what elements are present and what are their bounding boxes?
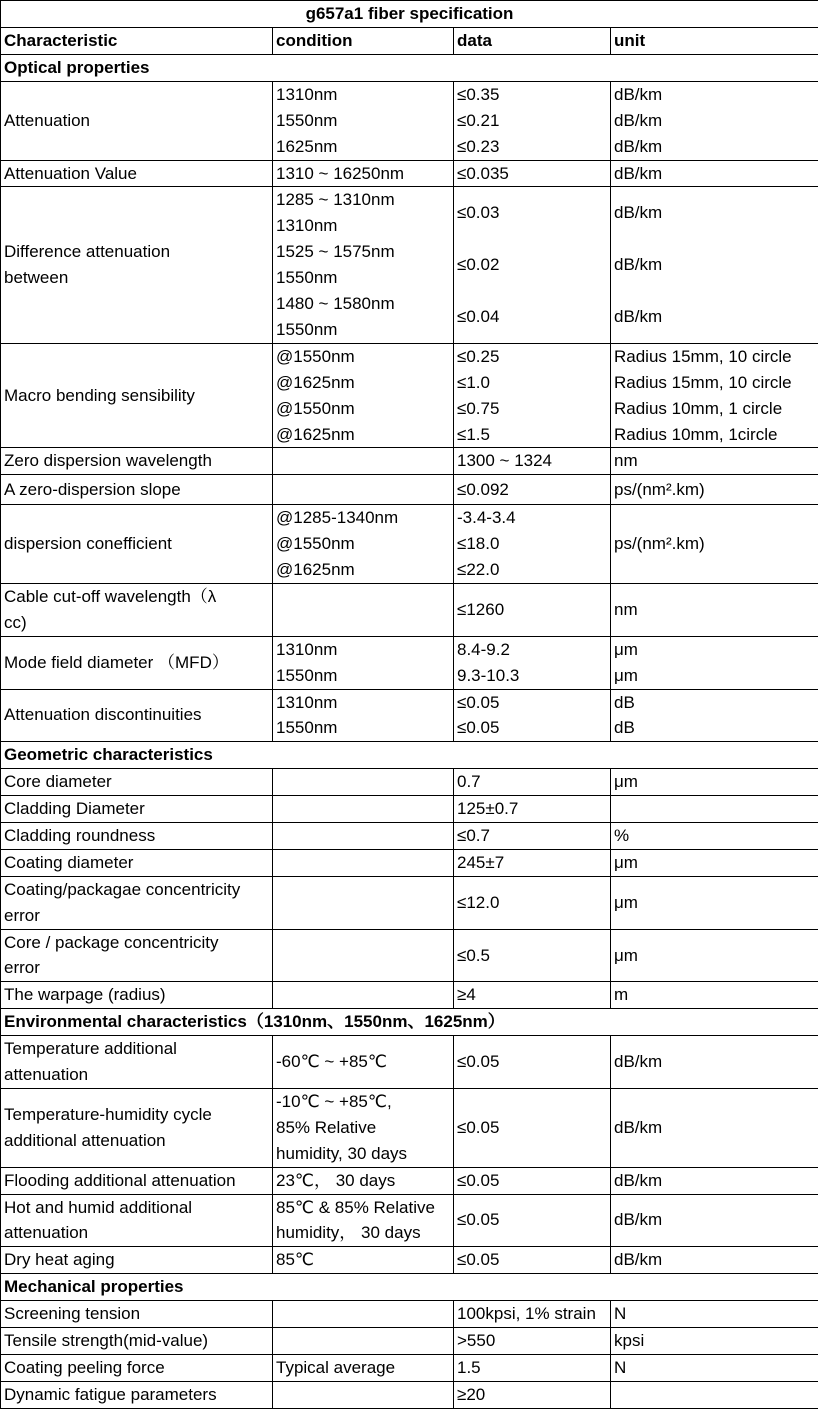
section-title: Optical properties [1,55,818,82]
characteristic-cell-line: cc) [4,610,269,636]
unit-cell-line: dB/km [614,82,815,108]
condition-cell-line: @1550nm [276,531,450,557]
characteristic-cell-line: error [4,903,269,929]
data-cell-line: 0.7 [457,769,607,795]
characteristic-cell [1,929,273,982]
data-cell-line: ≤0.035 [457,161,607,187]
data-cell-line: ≤0.35 [457,82,607,108]
data-cell [454,1167,611,1194]
characteristic-cell-line: Tensile strength(mid-value) [4,1328,269,1354]
characteristic-cell [1,160,273,187]
data-cell [454,583,611,636]
table-row [1,187,818,343]
data-cell-line: ≤0.23 [457,134,607,160]
characteristic-cell-line: Dynamic fatigue parameters [4,1382,269,1408]
unit-cell [611,160,818,187]
characteristic-cell-line: Temperature-humidity cycle [4,1102,269,1128]
data-cell-line: ≤0.7 [457,823,607,849]
data-cell-line: ≤0.04 [457,291,607,343]
data-cell [454,475,611,505]
section-header-row [1,55,818,82]
condition-cell [273,1194,454,1247]
unit-cell [611,849,818,876]
data-cell-line: ≤1.0 [457,370,607,396]
unit-cell [611,81,818,160]
table-row [1,1247,818,1274]
data-cell-line: 1300 ~ 1324 [457,448,607,474]
condition-cell-line: 1310nm [276,637,450,663]
unit-cell [611,505,818,584]
unit-cell-line: dB/km [614,108,815,134]
condition-cell [273,689,454,742]
condition-cell [273,769,454,796]
data-cell-line: ≤18.0 [457,531,607,557]
unit-cell [611,876,818,929]
unit-cell [611,1247,818,1274]
header-characteristic: Characteristic [1,28,273,55]
unit-cell-line: Radius 15mm, 10 circle [614,370,815,396]
unit-cell-line: kpsi [614,1328,815,1354]
unit-cell [611,796,818,823]
unit-cell [611,187,818,343]
data-cell-line: 245±7 [457,850,607,876]
data-cell-line: ≤1.5 [457,422,607,448]
characteristic-cell-line: Mode field diameter （MFD） [4,650,269,676]
characteristic-cell [1,769,273,796]
unit-cell-line: dB/km [614,291,815,343]
data-cell [454,1194,611,1247]
header-row [1,28,818,55]
characteristic-cell-line: Difference attenuation [4,239,269,265]
unit-cell [611,1327,818,1354]
unit-cell-line: dB/km [614,1049,815,1075]
data-cell [454,929,611,982]
condition-cell [273,343,454,448]
characteristic-cell-line: Hot and humid additional [4,1195,269,1221]
characteristic-cell [1,505,273,584]
condition-cell-line: 1480 ~ 1580nm [276,291,450,317]
table-row [1,636,818,689]
characteristic-cell-line: Cable cut-off wavelength（λ [4,584,269,610]
characteristic-cell-line: attenuation [4,1062,269,1088]
data-cell-line: ≤0.05 [457,1115,607,1141]
unit-cell-line: % [614,823,815,849]
characteristic-cell [1,1088,273,1167]
unit-cell [611,1354,818,1381]
characteristic-cell-line: The warpage (radius) [4,982,269,1008]
data-cell [454,636,611,689]
condition-cell-line: 1550nm [276,265,450,291]
header-unit: unit [611,28,818,55]
data-cell-line: ≥4 [457,982,607,1008]
characteristic-cell [1,187,273,343]
data-cell [454,689,611,742]
characteristic-cell [1,583,273,636]
unit-cell [611,1301,818,1328]
unit-cell-line: μm [614,637,815,663]
unit-cell [611,1036,818,1089]
unit-cell-line: dB [614,690,815,716]
table-row [1,1327,818,1354]
data-cell-line: ≤0.25 [457,344,607,370]
section-header-row [1,1274,818,1301]
condition-cell [273,1354,454,1381]
data-cell [454,769,611,796]
characteristic-cell-line: Attenuation discontinuities [4,702,269,728]
unit-cell-line: μm [614,850,815,876]
unit-cell-line: μm [614,943,815,969]
data-cell [454,1036,611,1089]
condition-cell [273,505,454,584]
condition-cell [273,1088,454,1167]
unit-cell-line: dB/km [614,239,815,291]
data-cell [454,187,611,343]
data-cell [454,982,611,1009]
table-row [1,160,818,187]
data-cell-line: ≤0.05 [457,715,607,741]
section-header-row [1,1009,818,1036]
characteristic-cell-line: Coating peeling force [4,1355,269,1381]
unit-cell-line: μm [614,769,815,795]
unit-cell-line: dB/km [614,134,815,160]
data-cell-line: ≤0.02 [457,239,607,291]
section-title: Mechanical properties [1,1274,818,1301]
header-data: data [454,28,611,55]
data-cell-line: 1.5 [457,1355,607,1381]
table-row [1,876,818,929]
condition-cell-line: 23℃， 30 days [276,1168,450,1194]
data-cell [454,505,611,584]
condition-cell [273,1381,454,1408]
unit-cell-line: N [614,1301,815,1327]
condition-cell [273,81,454,160]
condition-cell-line: 1310nm [276,213,450,239]
condition-cell-line: 1550nm [276,715,450,741]
characteristic-cell-line: Attenuation Value [4,161,269,187]
data-cell-line: 9.3-10.3 [457,663,607,689]
characteristic-cell-line: dispersion conefficient [4,531,269,557]
data-cell [454,1301,611,1328]
characteristic-cell-line: Dry heat aging [4,1247,269,1273]
unit-cell-line: Radius 10mm, 1 circle [614,396,815,422]
unit-cell [611,583,818,636]
condition-cell-line: 1285 ~ 1310nm [276,187,450,213]
unit-cell-line: nm [614,597,815,623]
condition-cell [273,876,454,929]
unit-cell [611,982,818,1009]
data-cell [454,1354,611,1381]
characteristic-cell [1,1036,273,1089]
data-cell-line: ≤0.05 [457,1207,607,1233]
condition-cell-line: @1285-1340nm [276,505,450,531]
condition-cell [273,1301,454,1328]
condition-cell-line: 85% Relative [276,1115,450,1141]
characteristic-cell [1,636,273,689]
condition-cell-line: 1550nm [276,108,450,134]
table-row [1,769,818,796]
condition-cell-line: 1310nm [276,690,450,716]
unit-cell-line: N [614,1355,815,1381]
data-cell [454,160,611,187]
characteristic-cell-line: additional attenuation [4,1128,269,1154]
condition-cell [273,583,454,636]
table-title: g657a1 fiber specification [1,1,818,28]
condition-cell [273,448,454,475]
unit-cell [611,689,818,742]
condition-cell-line: @1625nm [276,557,450,583]
data-cell [454,81,611,160]
table-row [1,796,818,823]
data-cell [454,1327,611,1354]
characteristic-cell-line: Coating/packagae concentricity [4,877,269,903]
characteristic-cell-line: error [4,955,269,981]
unit-cell-line: Radius 15mm, 10 circle [614,344,815,370]
characteristic-cell [1,1327,273,1354]
characteristic-cell [1,823,273,850]
data-cell-line: -3.4-3.4 [457,505,607,531]
characteristic-cell [1,81,273,160]
characteristic-cell-line: attenuation [4,1220,269,1246]
data-cell-line: ≤1260 [457,597,607,623]
table-row [1,475,818,505]
unit-cell [611,636,818,689]
characteristic-cell [1,1247,273,1274]
unit-cell [611,475,818,505]
data-cell [454,343,611,448]
unit-cell-line: μm [614,663,815,689]
condition-cell-line: 1310 ~ 16250nm [276,161,450,187]
characteristic-cell [1,343,273,448]
condition-cell-line: humidity， 30 days [276,1220,450,1246]
unit-cell-line: dB/km [614,1115,815,1141]
condition-cell [273,823,454,850]
characteristic-cell [1,689,273,742]
data-cell-line: ≤0.05 [457,690,607,716]
condition-cell [273,849,454,876]
unit-cell-line: nm [614,448,815,474]
characteristic-cell [1,475,273,505]
header-condition: condition [273,28,454,55]
data-cell-line: ≤0.05 [457,1247,607,1273]
unit-cell [611,823,818,850]
table-row [1,1167,818,1194]
data-cell [454,849,611,876]
data-cell-line: ≥20 [457,1382,607,1408]
unit-cell [611,1381,818,1408]
data-cell-line: ≤0.21 [457,108,607,134]
data-cell-line: ≤0.092 [457,477,607,503]
condition-cell-line: @1625nm [276,422,450,448]
characteristic-cell-line: Cladding Diameter [4,796,269,822]
table-row [1,448,818,475]
condition-cell-line: humidity, 30 days [276,1141,450,1167]
data-cell [454,448,611,475]
condition-cell [273,187,454,343]
table-row [1,982,818,1009]
section-title: Environmental characteristics（1310nm、1550nm、1625nm） [1,1009,818,1036]
condition-cell [273,796,454,823]
section-header-row [1,742,818,769]
condition-cell [273,160,454,187]
table-row [1,583,818,636]
characteristic-cell [1,982,273,1009]
unit-cell [611,929,818,982]
condition-cell-line: @1625nm [276,370,450,396]
unit-cell [611,769,818,796]
condition-cell-line: 1550nm [276,663,450,689]
unit-cell-line: dB/km [614,1207,815,1233]
condition-cell-line: @1550nm [276,396,450,422]
table-row [1,1194,818,1247]
condition-cell [273,982,454,1009]
data-cell-line: >550 [457,1328,607,1354]
condition-cell-line: Typical average [276,1355,450,1381]
unit-cell [611,343,818,448]
characteristic-cell-line: Coating diameter [4,850,269,876]
table-row [1,929,818,982]
characteristic-cell-line: Zero dispersion wavelength [4,448,269,474]
table-row [1,1381,818,1408]
characteristic-cell [1,1381,273,1408]
spec-table-body [1,1,818,1409]
data-cell [454,796,611,823]
condition-cell-line: -60℃ ~ +85℃ [276,1049,450,1075]
condition-cell [273,475,454,505]
condition-cell-line: -10℃ ~ +85℃, [276,1089,450,1115]
condition-cell-line: 1625nm [276,134,450,160]
title-row [1,1,818,28]
table-row [1,1301,818,1328]
characteristic-cell-line: between [4,265,269,291]
characteristic-cell [1,1354,273,1381]
table-row [1,505,818,584]
data-cell [454,1381,611,1408]
unit-cell-line: Radius 10mm, 1circle [614,422,815,448]
table-row [1,343,818,448]
unit-cell [611,1088,818,1167]
unit-cell [611,1167,818,1194]
characteristic-cell [1,1167,273,1194]
unit-cell [611,448,818,475]
data-cell-line: ≤0.03 [457,187,607,239]
characteristic-cell-line: Attenuation [4,108,269,134]
condition-cell [273,1167,454,1194]
table-row [1,1354,818,1381]
condition-cell-line: @1550nm [276,344,450,370]
data-cell-line: ≤0.5 [457,943,607,969]
unit-cell-line: dB/km [614,187,815,239]
characteristic-cell-line: Temperature additional [4,1036,269,1062]
data-cell-line: ≤0.05 [457,1168,607,1194]
characteristic-cell-line: Cladding roundness [4,823,269,849]
condition-cell [273,1327,454,1354]
characteristic-cell-line: Screening tension [4,1301,269,1327]
characteristic-cell-line: Macro bending sensibility [4,383,269,409]
data-cell-line: ≤0.05 [457,1049,607,1075]
characteristic-cell-line: A zero-dispersion slope [4,477,269,503]
unit-cell-line: dB/km [614,1247,815,1273]
unit-cell [611,1194,818,1247]
data-cell [454,1088,611,1167]
characteristic-cell [1,1194,273,1247]
condition-cell [273,1036,454,1089]
data-cell-line: ≤22.0 [457,557,607,583]
table-row [1,1088,818,1167]
data-cell [454,1247,611,1274]
characteristic-cell [1,1301,273,1328]
condition-cell [273,636,454,689]
data-cell-line: 8.4-9.2 [457,637,607,663]
unit-cell-line: dB/km [614,161,815,187]
table-row [1,849,818,876]
data-cell [454,876,611,929]
characteristic-cell-line: Flooding additional attenuation [4,1168,269,1194]
table-row [1,823,818,850]
unit-cell-line: dB/km [614,1168,815,1194]
data-cell-line: 125±0.7 [457,796,607,822]
characteristic-cell [1,796,273,823]
condition-cell [273,1247,454,1274]
table-row [1,81,818,160]
characteristic-cell-line: Core / package concentricity [4,930,269,956]
characteristic-cell-line: Core diameter [4,769,269,795]
condition-cell-line: 85℃ [276,1247,450,1273]
data-cell-line: 100kpsi, 1% strain [457,1301,607,1327]
condition-cell-line: 1310nm [276,82,450,108]
condition-cell-line: 85℃ & 85% Relative [276,1195,450,1221]
unit-cell-line: ps/(nm².km) [614,531,815,557]
characteristic-cell [1,849,273,876]
data-cell-line: ≤0.75 [457,396,607,422]
condition-cell-line: 1525 ~ 1575nm [276,239,450,265]
characteristic-cell [1,448,273,475]
table-row [1,689,818,742]
characteristic-cell [1,876,273,929]
table-row [1,1036,818,1089]
condition-cell [273,929,454,982]
unit-cell-line: m [614,982,815,1008]
condition-cell-line: 1550nm [276,317,450,343]
unit-cell-line: ps/(nm².km) [614,477,815,503]
data-cell [454,823,611,850]
unit-cell-line: μm [614,890,815,916]
data-cell-line: ≤12.0 [457,890,607,916]
section-title: Geometric characteristics [1,742,818,769]
unit-cell-line: dB [614,715,815,741]
